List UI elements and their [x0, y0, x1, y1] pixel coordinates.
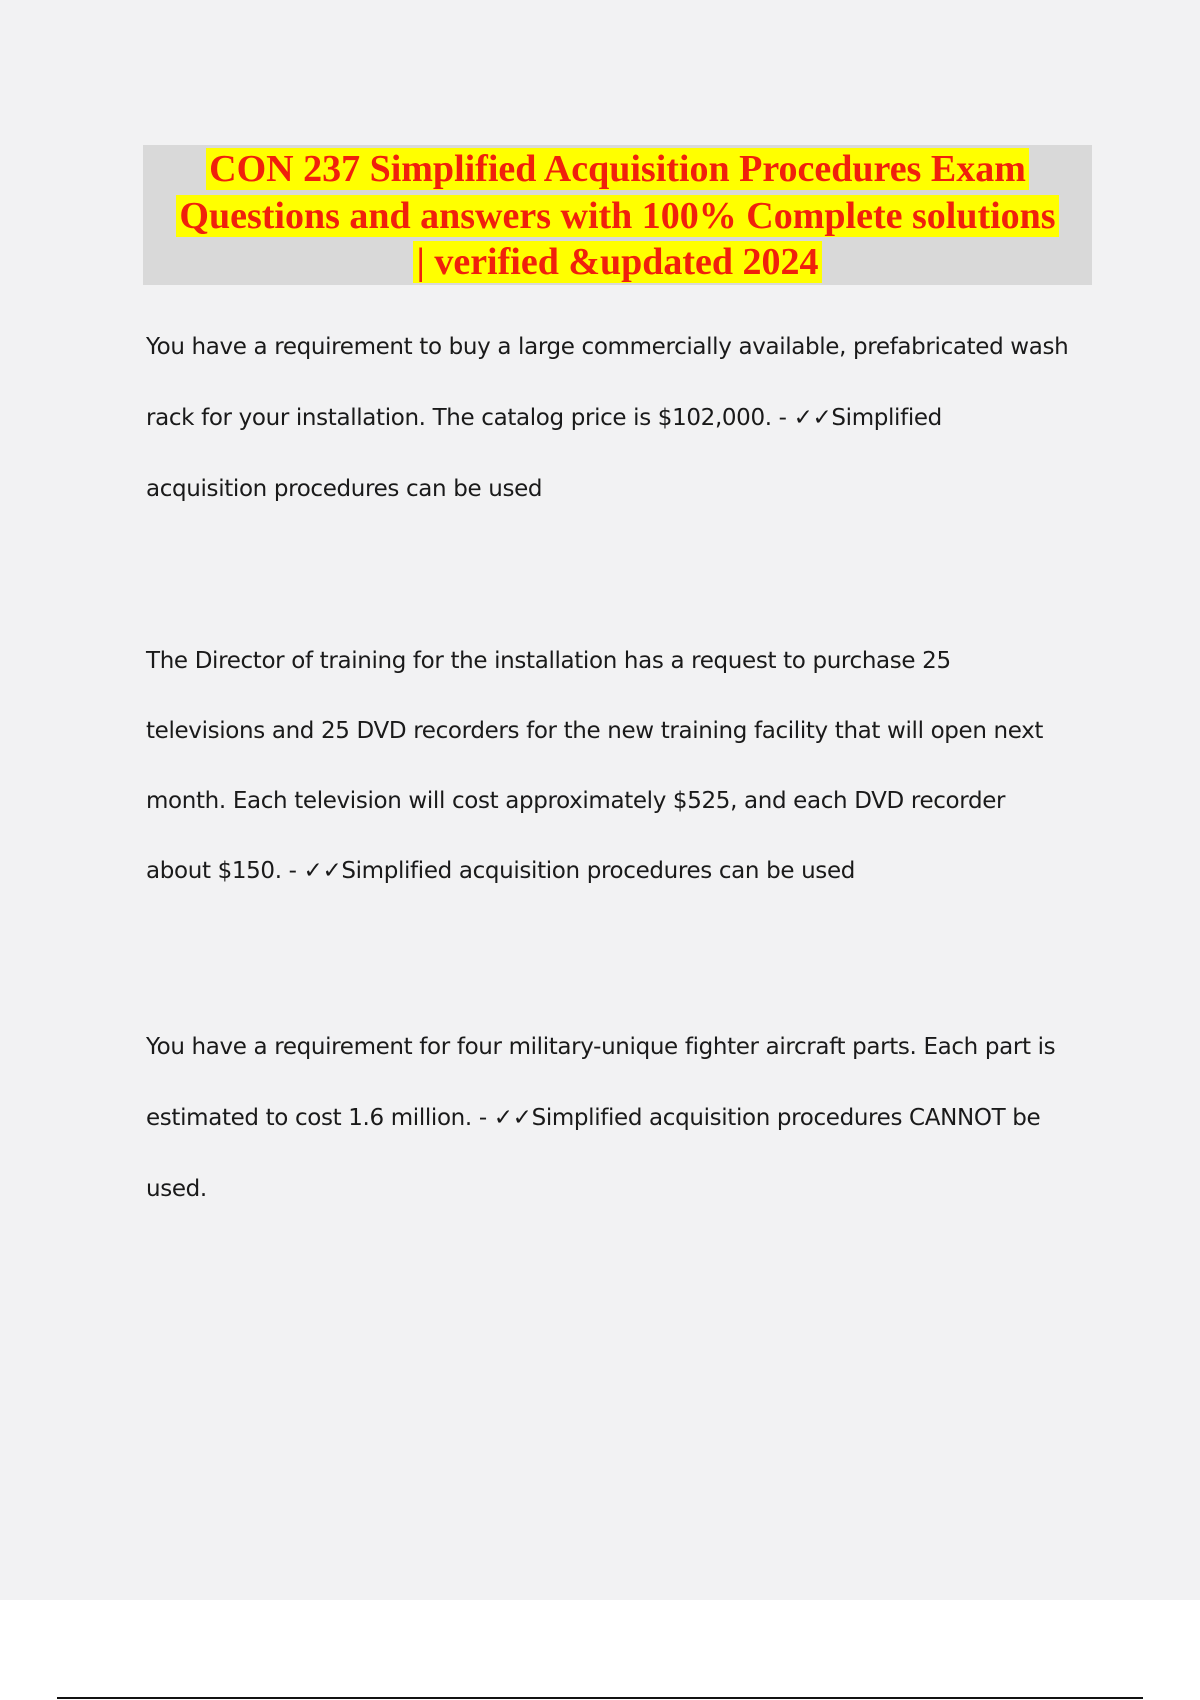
question-answer-1	[146, 327, 1096, 540]
title-line-3: | verified &updated 2024	[143, 239, 1092, 286]
qa-2-line-2: televisions and 25 DVD recorders for the new training facility that will open next	[146, 718, 1044, 744]
question-answer-2	[146, 641, 1096, 921]
qa-2-line-4: about $150. - ✓✓Simplified acquisition procedures can be used	[146, 858, 855, 884]
qa-2-line-1: The Director of training for the installation has a request to purchase 25	[146, 648, 951, 674]
qa-3-line-1: You have a requirement for four military-unique fighter aircraft parts. Each part is	[146, 1034, 1056, 1060]
qa-1-line-2: rack for your installation. The catalog price is $102,000. - ✓✓Simplified	[146, 405, 942, 431]
qa-1-line-3: acquisition procedures can be used	[146, 476, 543, 502]
qa-2-line-3: month. Each television will cost approximately $525, and each DVD recorder	[146, 788, 1006, 814]
title-line-1: CON 237 Simplified Acquisition Procedures Exam	[143, 146, 1092, 193]
question-answer-3	[146, 1027, 1096, 1240]
qa-3-line-2: estimated to cost 1.6 million. - ✓✓Simplified acquisition procedures CANNOT be	[146, 1105, 1041, 1131]
qa-1-line-1: You have a requirement to buy a large commercially available, prefabricated wash	[146, 334, 1069, 360]
qa-3-line-3: used.	[146, 1176, 207, 1202]
page-bottom-rule	[57, 1697, 1143, 1699]
document-title	[143, 145, 1092, 285]
title-line-2: Questions and answers with 100% Complete solutions	[143, 193, 1092, 240]
